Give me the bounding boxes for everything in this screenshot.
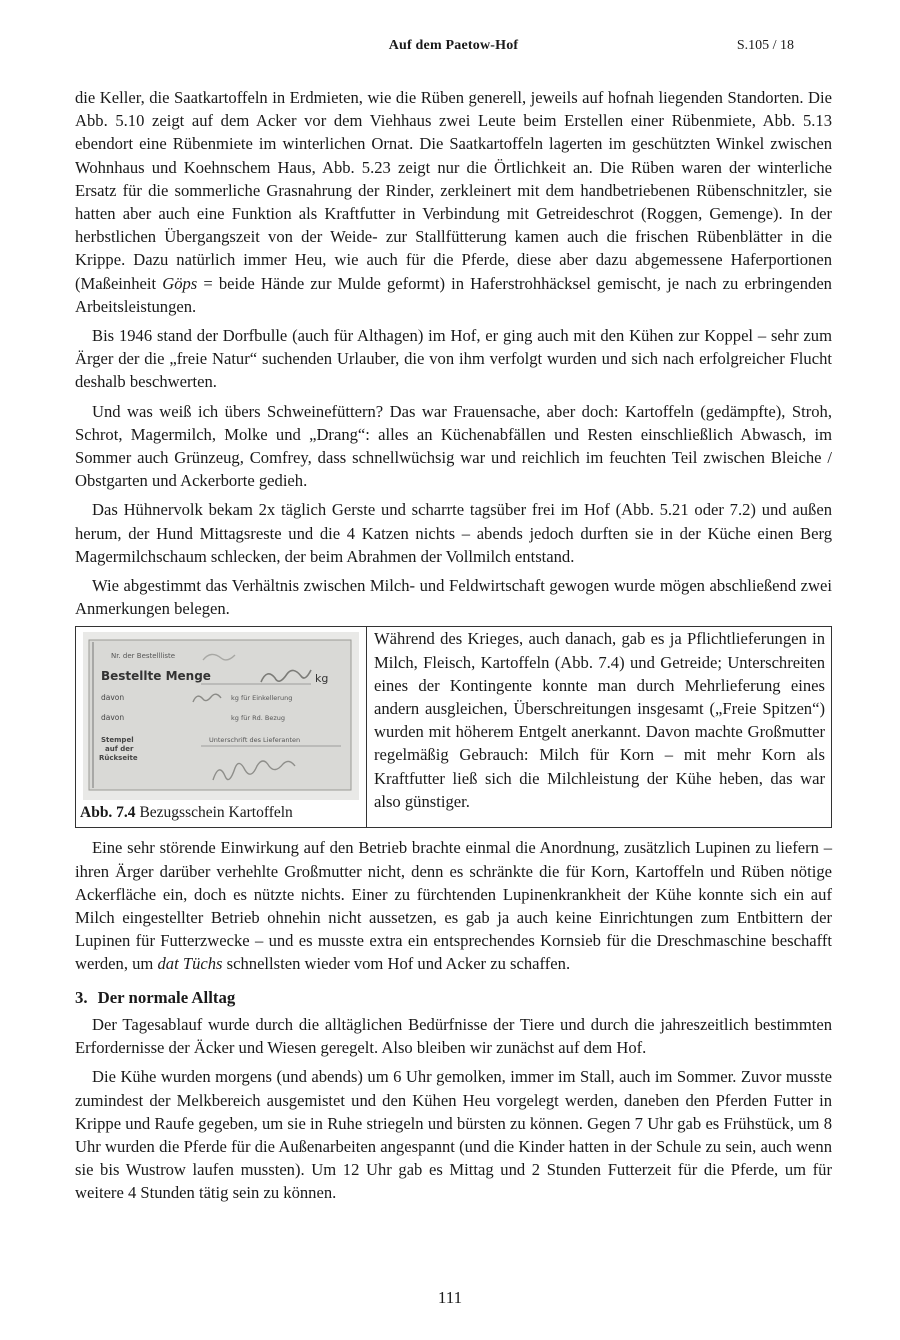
coupon-stamp-1: Stempel (101, 735, 134, 744)
section-title: Der normale Alltag (97, 987, 236, 1007)
coupon-unit-kg: kg (315, 671, 329, 685)
figure-caption-text: Bezugsschein Kartoffeln (135, 804, 293, 822)
paragraph-alltag-2: Die Kühe wurden morgens (und abends) um 6 Uhr gemolken, immer im Stall, auch im Sommer. Zuvor musste zumindest der Melkbereich ausgemistet und den Kühen Heu vorgelegt werden, daneben den Pferden Futter in Krippe und Raufe gegeben, um sie in Ruhe striegeln und bürsten zu können. Gegen 7 Uhr gab es Frühstück, um 8 Uhr wurden die Pferde für die Außenarbeiten angespannt (und die Kinder hatten in der Schule zu sein, auch wenn sie bis Wustrow laufen mussten). Um 12 Uhr gab es Mittag und 2 Stunden Futterzeit für die Pferde, um für weitere 4 Stunden tätig sein zu können. (75, 1067, 832, 1203)
paragraph-2: Bis 1946 stand der Dorfbulle (auch für Althagen) im Hof, er ging auch mit den Kühen zur Koppel – sehr zum Ärger der die „freie Natur“ suchenden Urlauber, die von ihm verfolgt wurden und sich nach erfolgreicher Flucht deshalb beschwerten. (75, 326, 832, 392)
section-number: 3. (75, 987, 88, 1007)
coupon-davon-2: davon (101, 712, 125, 722)
paragraph-1-text: die Keller, die Saatkartoffeln in Erdmieten, wie die Rüben generell, jeweils auf hofnah liegenden Standorten. Die Abb. 5.10 zeigt auf dem Acker vor dem Viehhaus zwei Leute beim Erstellen einer Rübenmiete, Abb. 5.13 ebendort eine Rübenmiete im winterlichen Ornat. Die Saatkartoffeln lagerten im geschützten Winkel zwischen Wohnhaus und Koehnschem Haus, Abb. 5.23 zeigt nur die Örtlichkeit an. Die Rüben waren der winterliche Ersatz für die sommerliche Grasnahrung der Rinder, zerkleinert mit dem handbetriebenen Rübenschnitzler, sie hatten aber auch eine Funktion als Kraftfutter in Verbindung mit Getreideschrot (Roggen, Gemenge). In der herbstlichen Übergangszeit von der Weide- zur Stallfütterung kamen auch die frischen Rübenblätter in die Krippe. Dazu natürlich immer Heu, wie auch für die Pferde, diese aber dazu abgemessene Haferportionen (Maßeinheit (75, 88, 832, 293)
coupon-purchase-label: kg für Rd. Bezug (231, 713, 285, 722)
paragraph-lupinen (75, 836, 832, 975)
ration-coupon-image (83, 632, 359, 800)
paragraph-alltag-1: Der Tagesablauf wurde durch die alltäglichen Bedürfnisse der Tiere und durch die jahreszeitlich bestimmten Erfordernisse der Äcker und Wiesen geregelt. Also bleiben wir zunächst auf dem Hof. (75, 1014, 832, 1058)
coupon-stamp-2: auf der (105, 744, 134, 753)
paragraph-lupinen-tail: schnellsten wieder vom Hof und Acker zu schaffen. (222, 954, 571, 974)
paragraph-1-tail: = beide Hände zur Mulde geformt) in Haferstrohhäcksel gemischt, je nach zu erbringenden Arbeitsleistungen. (75, 273, 832, 316)
body-text (75, 86, 832, 1205)
coupon-davon-1: davon (101, 692, 125, 702)
figure-side-text: Während des Krieges, auch danach, gab es ja Pflichtlieferungen in Milch, Fleisch, Kartoffeln (Abb. 7.4) und Getreide; Unterschreiten eines der Kontingente konnte man durch Mehrlieferung eines andern ausgleichen, Überschreitungen insgesamt („Freie Spitzen“) wurden mit höherem Entgelt anerkannt. Davon machte Großmutter regelmäßig Gebrauch: Milch für Korn – mit mehr Korn als Kraftfutter ließ sich die Milchleistung der Kühe heben, das war also günstiger. (374, 629, 825, 811)
coupon-stamp-3: Rückseite (99, 753, 138, 762)
italic-term-goeps: Göps (162, 273, 198, 293)
page (75, 38, 832, 1211)
figure-image-wrap (76, 627, 366, 802)
paragraph-1 (75, 86, 832, 318)
page-number: 111 (437, 1288, 463, 1307)
running-title: Auf dem Paetow-Hof (388, 38, 519, 53)
paragraph-3: Und was weiß ich übers Schweinefüttern? Das war Frauensache, aber doch: Kartoffeln (gedämpfte), Stroh, Schrot, Magermilch, Molke und „Drang“: alles an Küchenabfällen und Resten einschließlich Abwasch, im Sommer auch Grünzeug, Comfrey, dass schnellwüchsig war und reichlich im feuchten Teil zwischen Bleiche / Obstgarten und Ackerborte gedieh. (75, 401, 832, 491)
figure-panel (76, 627, 367, 827)
figure-box (75, 626, 832, 828)
section-heading (75, 986, 832, 1009)
coupon-signature-label: Unterschrift des Lieferanten (209, 735, 301, 744)
page-reference: S.105 / 18 (736, 38, 794, 53)
coupon-ordered-amount-label: Bestellte Menge (101, 668, 211, 683)
paragraph-4: Das Hühnervolk bekam 2x täglich Gerste und scharrte tagsüber frei im Hof (Abb. 5.21 oder 7.2) und außen herum, der Hund Mittagsreste und die 4 Katzen nichts – abends jedoch durften sie in der Küche einen Berg Magermilchschaum schlecken, der beim Abrahmen der Vollmilch entstand. (75, 500, 832, 566)
coupon-line-1: Nr. der Bestellliste (111, 651, 176, 660)
paragraph-lupinen-text: Eine sehr störende Einwirkung auf den Betrieb brachte einmal die Anordnung, zusätzlich Lupinen zu liefern – ihren Ärger darüber verhehlte Großmutter nicht, denn es schränkte die für Korn, Kartoffeln und Rüben nötige Ackerfläche ein, doch es nützte nichts. Einer zu fürchtenden Lupinenkrankheit der Kühe konnte sich ein auf Milch eingestellter Betrieb ohnehin nicht aussetzen, es gab ja auch keine Einrichtungen zum Entbittern der Lupinen für Futterzwecke – und es musste extra ein entsprechendes Kornsieb für die Dreschmaschine beschafft werden, um (75, 838, 832, 974)
figure-caption (76, 802, 366, 827)
paragraph-5: Wie abgestimmt das Verhältnis zwischen Milch- und Feldwirtschaft gewogen wurde mögen abschließend zwei Anmerkungen belegen. (75, 576, 832, 619)
running-head (75, 38, 832, 60)
coupon-storage-label: kg für Einkellerung (231, 693, 293, 702)
figure-caption-label: Abb. 7.4 (80, 804, 136, 822)
italic-term-dat-tuechs: dat Tüchs (157, 954, 223, 974)
